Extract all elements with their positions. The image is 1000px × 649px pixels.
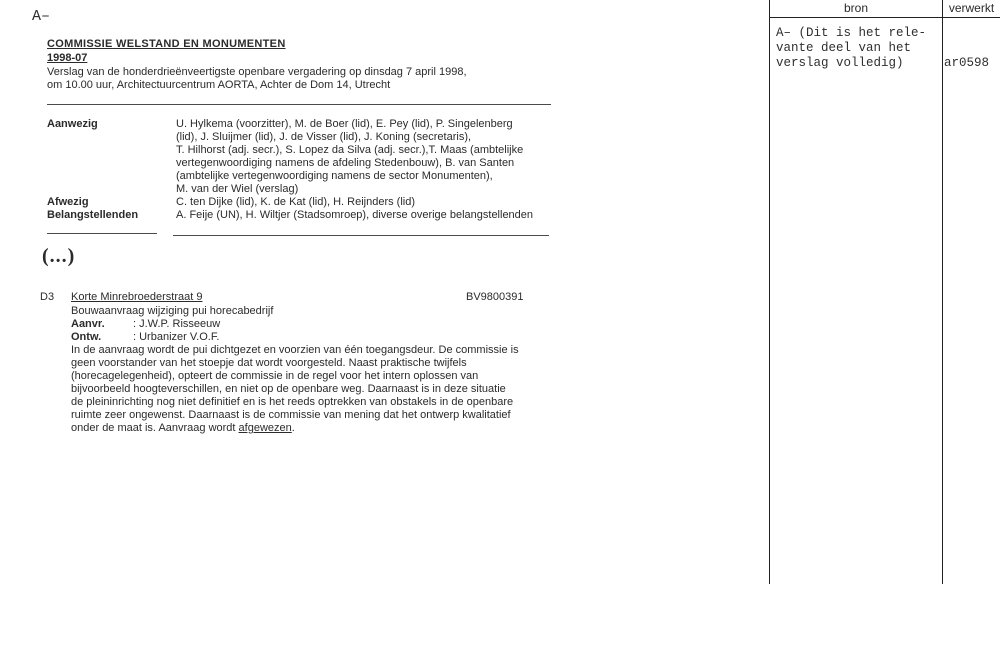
processed-code: ar0598 (944, 56, 990, 70)
attendance-divider-right (173, 235, 549, 236)
body-line-3: (horecagelegenheid), opteert de commissie in de regel voor het intern oplossen van (71, 370, 479, 382)
body-line-6: ruimte zeer ongewenst. Daarnaast is de commissie van mening dat het ontwerp kwalitatief (71, 409, 511, 421)
designer-label: Ontw. (71, 331, 102, 343)
present-line-1: U. Hylkema (voorzitter), M. de Boer (lid), E. Pey (lid), P. Singelenberg (176, 118, 513, 130)
processed-column-left-border (942, 0, 943, 584)
source-note-line-2: vante deel van het (776, 41, 912, 55)
attendance-divider-left (47, 233, 157, 234)
body-line-5: de pleininrichting nog niet definitief en is het reeds optrekken van obstakels in de openbare (71, 396, 514, 408)
document-number: 1998-07 (47, 52, 88, 64)
present-line-5: (ambtelijke vertegenwoordiging namens de sector Monumenten), (176, 170, 493, 182)
body-line-7-prefix: onder de maat is. Aanvraag wordt (71, 422, 239, 434)
column-header-divider (769, 17, 1000, 18)
item-reference: BV9800391 (466, 291, 524, 303)
body-line-1: In de aanvraag wordt de pui dichtgezet en voorzien van één toegangsdeur. De commissie is (71, 344, 519, 356)
designer-value: : Urbanizer V.O.F. (133, 331, 220, 343)
source-column-header: bron (843, 1, 869, 15)
absent-value: C. ten Dijke (lid), K. de Kat (lid), H. Reijnders (lid) (176, 196, 416, 208)
header-divider (47, 104, 551, 105)
stakeholders-label: Belangstellenden (47, 209, 139, 221)
present-line-3: T. Hilhorst (adj. secr.), S. Lopez da Silva (adj. secr.),T. Maas (ambtelijke (176, 144, 524, 156)
meeting-line-2: om 10.00 uur, Architectuurcentrum AORTA, Achter de Dom 14, Utrecht (47, 79, 391, 91)
item-address: Korte Minrebroederstraat 9 (71, 291, 203, 303)
body-line-7-suffix: . (291, 422, 295, 434)
source-column-left-border (769, 0, 770, 584)
item-code: D3 (40, 291, 55, 303)
decision-text: afgewezen (238, 422, 292, 434)
corner-mark: A– (32, 8, 51, 25)
present-line-2: (lid), J. Sluijmer (lid), J. de Visser (lid), J. Koning (secretaris), (176, 131, 472, 143)
absent-label: Afwezig (47, 196, 89, 208)
present-line-6: M. van der Wiel (verslag) (176, 183, 299, 195)
source-note-line-1: A– (Dit is het rele- (776, 26, 927, 40)
present-label: Aanwezig (47, 118, 98, 130)
item-subject: Bouwaanvraag wijziging pui horecabedrijf (71, 305, 274, 317)
meeting-line-1: Verslag van de honderdrieënveertigste openbare vergadering op dinsdag 7 april 1998, (47, 66, 467, 78)
omission-marker: (...) (42, 245, 76, 267)
body-line-7 (71, 422, 295, 434)
source-note-line-3: verslag volledig) (776, 56, 904, 70)
processed-column-header: verwerkt (948, 1, 995, 15)
body-line-2: geen voorstander van het stoepje dat wordt voorgesteld. Naast praktische twijfels (71, 357, 467, 369)
applicant-value: : J.W.P. Risseeuw (133, 318, 221, 330)
applicant-label: Aanvr. (71, 318, 105, 330)
committee-title: COMMISSIE WELSTAND EN MONUMENTEN (47, 38, 286, 50)
stakeholders-value: A. Feije (UN), H. Wiltjer (Stadsomroep), diverse overige belangstellenden (176, 209, 534, 221)
present-line-4: vertegenwoordiging namens de afdeling Stedenbouw), B. van Santen (176, 157, 515, 169)
body-line-4: bijvoorbeeld hoogteverschillen, en niet op de openbare weg. Daarnaast is in deze situatie (71, 383, 506, 395)
